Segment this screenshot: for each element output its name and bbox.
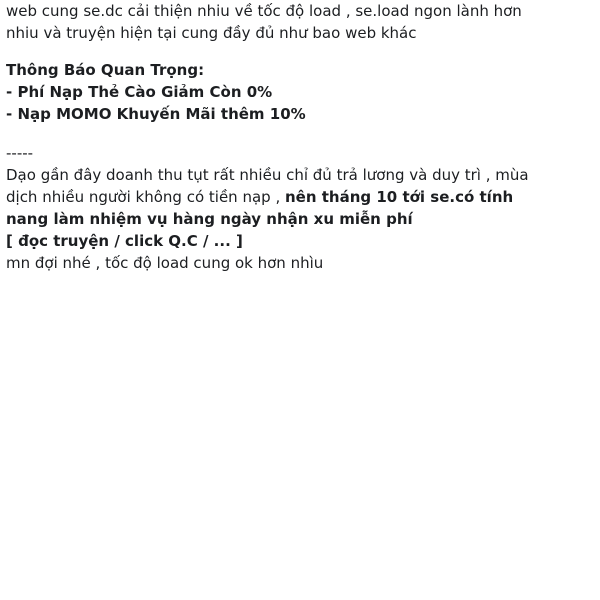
body-line-2-normal: dịch nhiều người không có tiền nạp ,: [6, 188, 285, 206]
body-line-1: Dạo gần đây doanh thu tụt rất nhiều chỉ đủ trả lương và duy trì , mùa: [6, 166, 529, 184]
body-line-2-bold: nên tháng 10 tới se.có tính: [284, 188, 514, 206]
body-line-4: [ đọc truyện / click Q.C / ... ]: [6, 232, 243, 250]
intro-line-1: web cung se.dc cải thiện nhiu về tốc độ load , se.load ngon lành hơn: [6, 2, 522, 20]
body-line-5: mn đợi nhé , tốc độ load cung ok hơn nhìu: [6, 254, 324, 272]
intro-paragraph: [6, 0, 591, 44]
body-line-3: nang làm nhiệm vụ hàng ngày nhận xu miễn phí: [6, 210, 413, 228]
divider: -----: [6, 144, 34, 162]
announcement-item-card-fee: - Phí Nạp Thẻ Cào Giảm Còn 0%: [6, 83, 273, 101]
post-content: [6, 0, 591, 274]
announcement-item-momo-bonus: - Nạp MOMO Khuyến Mãi thêm 10%: [6, 105, 306, 123]
body-line-2: [6, 186, 591, 208]
announcement-block: [6, 59, 591, 125]
intro-line-2: nhiu và truyện hiện tại cung đầy đủ như bao web khác: [6, 24, 417, 42]
body-paragraph: [6, 142, 591, 274]
announcement-heading: Thông Báo Quan Trọng:: [6, 61, 205, 79]
